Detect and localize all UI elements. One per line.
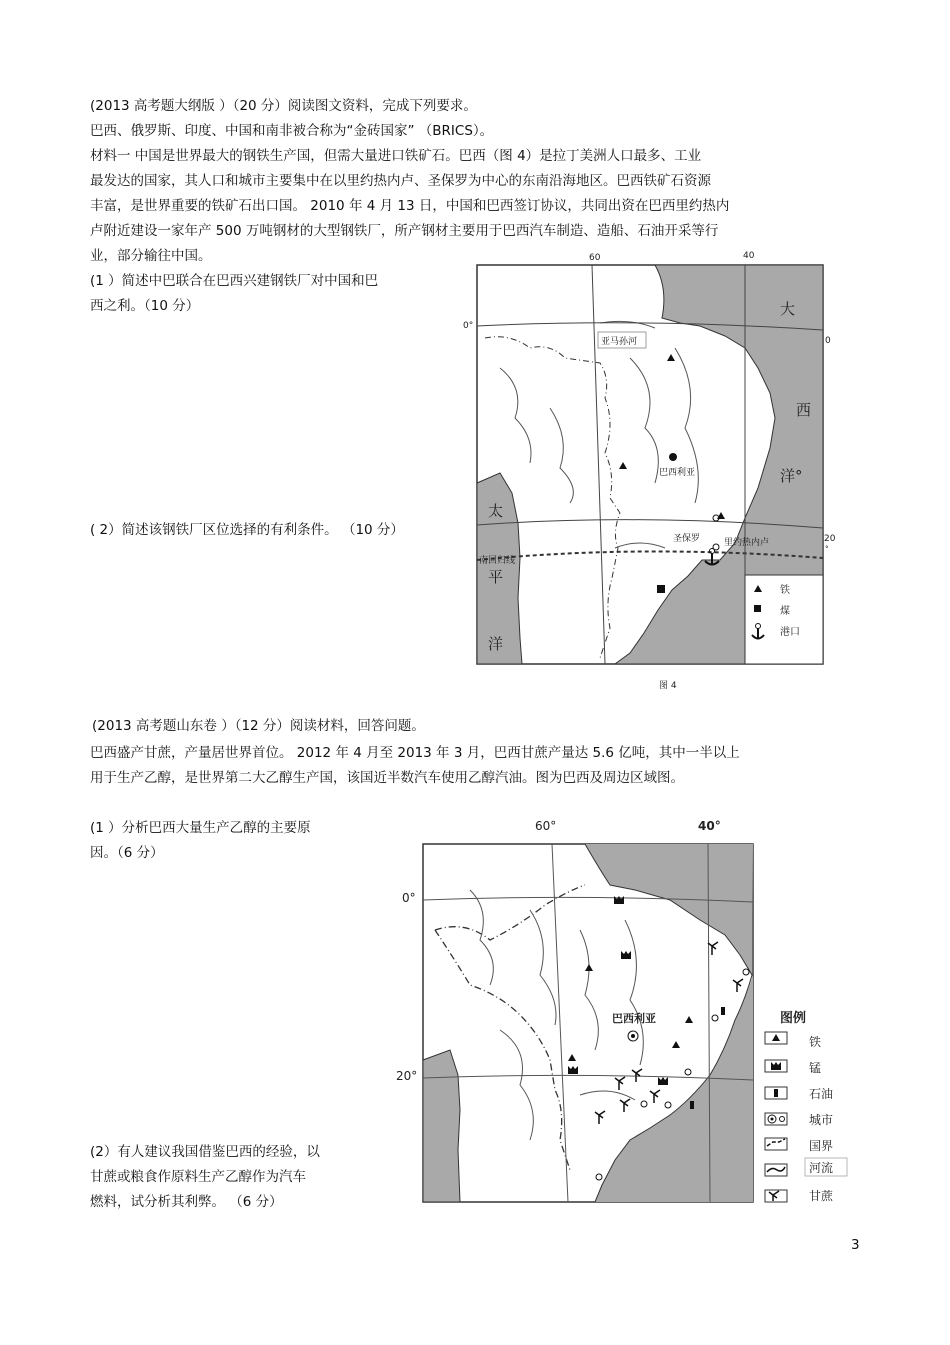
q1-intro: 巴西、俄罗斯、印度、中国和南非被合称为“金砖国家” （BRICS）。 bbox=[90, 123, 494, 139]
tropic-capricorn-label: 南回归线 bbox=[479, 556, 516, 566]
legend-manganese-label: 锰 bbox=[809, 1061, 822, 1075]
q1-material-line: 丰富，是世界重要的铁矿石出口国。 2010 年 4 月 13 日，中国和巴西签订协议，共同出资在巴西里约热内 bbox=[90, 198, 730, 214]
lon-60-label: 60 bbox=[589, 253, 601, 263]
q2-sub2-line: 甘蔗或粮食作原料生产乙醇作为汽车 bbox=[90, 1169, 306, 1185]
pacific-label: 洋 bbox=[488, 635, 504, 653]
q2-sub1-line: (1 ）分析巴西大量生产乙醇的主要原 bbox=[90, 820, 311, 836]
q2-sub2-line: 燃料，试分析其利弊。 （6 分） bbox=[90, 1194, 283, 1210]
q1-material-line: 业，部分输往中国。 bbox=[90, 248, 212, 264]
q1-sub1-line: (1 ）简述中巴联合在巴西兴建钢铁厂对中国和巴 bbox=[90, 273, 379, 289]
brasilia-city-icon bbox=[669, 453, 677, 461]
page-number: 3 bbox=[851, 1237, 860, 1253]
legend-city-label: 城市 bbox=[809, 1113, 834, 1127]
atlantic-label: 洋° bbox=[780, 467, 803, 485]
atlantic-label: 西 bbox=[796, 401, 812, 419]
lat-0-label: 0° bbox=[463, 321, 474, 331]
lat-20-degree-mark: ° bbox=[825, 545, 829, 553]
oil-icon bbox=[690, 1101, 694, 1109]
q1-header: (2013 高考题大纲版 ）（20 分）阅读图文资料，完成下列要求。 bbox=[90, 98, 477, 114]
lon-40-label: 40° bbox=[698, 819, 721, 833]
legend-border-label: 国界 bbox=[809, 1139, 834, 1153]
saopaulo-label: 圣保罗 bbox=[673, 534, 701, 544]
pacific-label: 平 bbox=[488, 568, 504, 586]
q2-sub2-line: (2）有人建议我国借鉴巴西的经验，以 bbox=[90, 1144, 320, 1160]
atlantic-label: 大 bbox=[780, 300, 796, 318]
oil-icon bbox=[721, 1007, 725, 1015]
legend-sugarcane-label: 甘蔗 bbox=[809, 1189, 834, 1203]
q2-header: (2013 高考题山东卷 ）（12 分）阅读材料，回答问题。 bbox=[92, 718, 425, 734]
brasilia-label: 巴西利亚 bbox=[612, 1012, 656, 1025]
q1-sub2: ( 2）简述该钢铁厂区位选择的有利条件。 （10 分） bbox=[90, 522, 404, 538]
q1-sub1-line: 西之利。（10 分） bbox=[90, 298, 200, 314]
legend-iron-label: 铁 bbox=[780, 585, 790, 596]
figure-caption: 图 4 bbox=[659, 681, 677, 691]
lat-20-label: 20 bbox=[824, 534, 836, 544]
pacific-label: 太 bbox=[488, 502, 504, 520]
legend-title: 图例 bbox=[780, 1011, 807, 1026]
q2-material-line: 巴西盛产甘蔗，产量居世界首位。 2012 年 4 月至 2013 年 3 月，巴西甘蔗产量达 5.6 亿吨，其中一半以上 bbox=[90, 745, 740, 761]
brazil-ethanol-map bbox=[380, 810, 850, 1210]
legend-oil-icon bbox=[774, 1089, 778, 1097]
q1-material-line: 最发达的国家，其人口和城市主要集中在以里约热内卢、圣保罗为中心的东南沿海地区。巴西铁矿石资源 bbox=[90, 173, 711, 189]
q1-material-line: 卢附近建设一家年产 500 万吨钢材的大型钢铁厂，所产钢材主要用于巴西汽车制造、造船、石油开采等行 bbox=[90, 223, 719, 239]
legend-river-label: 河流 bbox=[809, 1161, 834, 1175]
lon-60-label: 60° bbox=[535, 819, 557, 833]
lat-0-label: 0° bbox=[402, 891, 416, 905]
coal-legend-icon bbox=[754, 605, 761, 612]
lat-0-right-label: 0 bbox=[825, 336, 831, 346]
rio-label: 里约热内卢 bbox=[724, 538, 770, 548]
coal-icon bbox=[657, 585, 665, 593]
brasilia-label: 巴西利亚 bbox=[659, 468, 696, 478]
lat-20-label: 20° bbox=[396, 1069, 418, 1083]
amazon-river-label: 亚马孙河 bbox=[601, 337, 638, 347]
legend-oil-label: 石油 bbox=[809, 1087, 834, 1101]
legend-coal-label: 煤 bbox=[780, 606, 790, 617]
q2-material-line: 用于生产乙醇，是世界第二大乙醇生产国，该国近半数汽车使用乙醇汽油。图为巴西及周边区域图。 bbox=[90, 770, 684, 786]
q1-material-line: 材料一 中国是世界最大的钢铁生产国，但需大量进口铁矿石。巴西（图 4）是拉丁美洲人口最多、工业 bbox=[90, 148, 702, 164]
q2-sub1-line: 因。（6 分） bbox=[90, 845, 164, 861]
brazil-map-figure4 bbox=[440, 248, 840, 698]
lon-40-label: 40 bbox=[743, 251, 755, 261]
legend-iron-label: 铁 bbox=[809, 1035, 822, 1049]
legend-port-label: 港口 bbox=[780, 627, 800, 638]
